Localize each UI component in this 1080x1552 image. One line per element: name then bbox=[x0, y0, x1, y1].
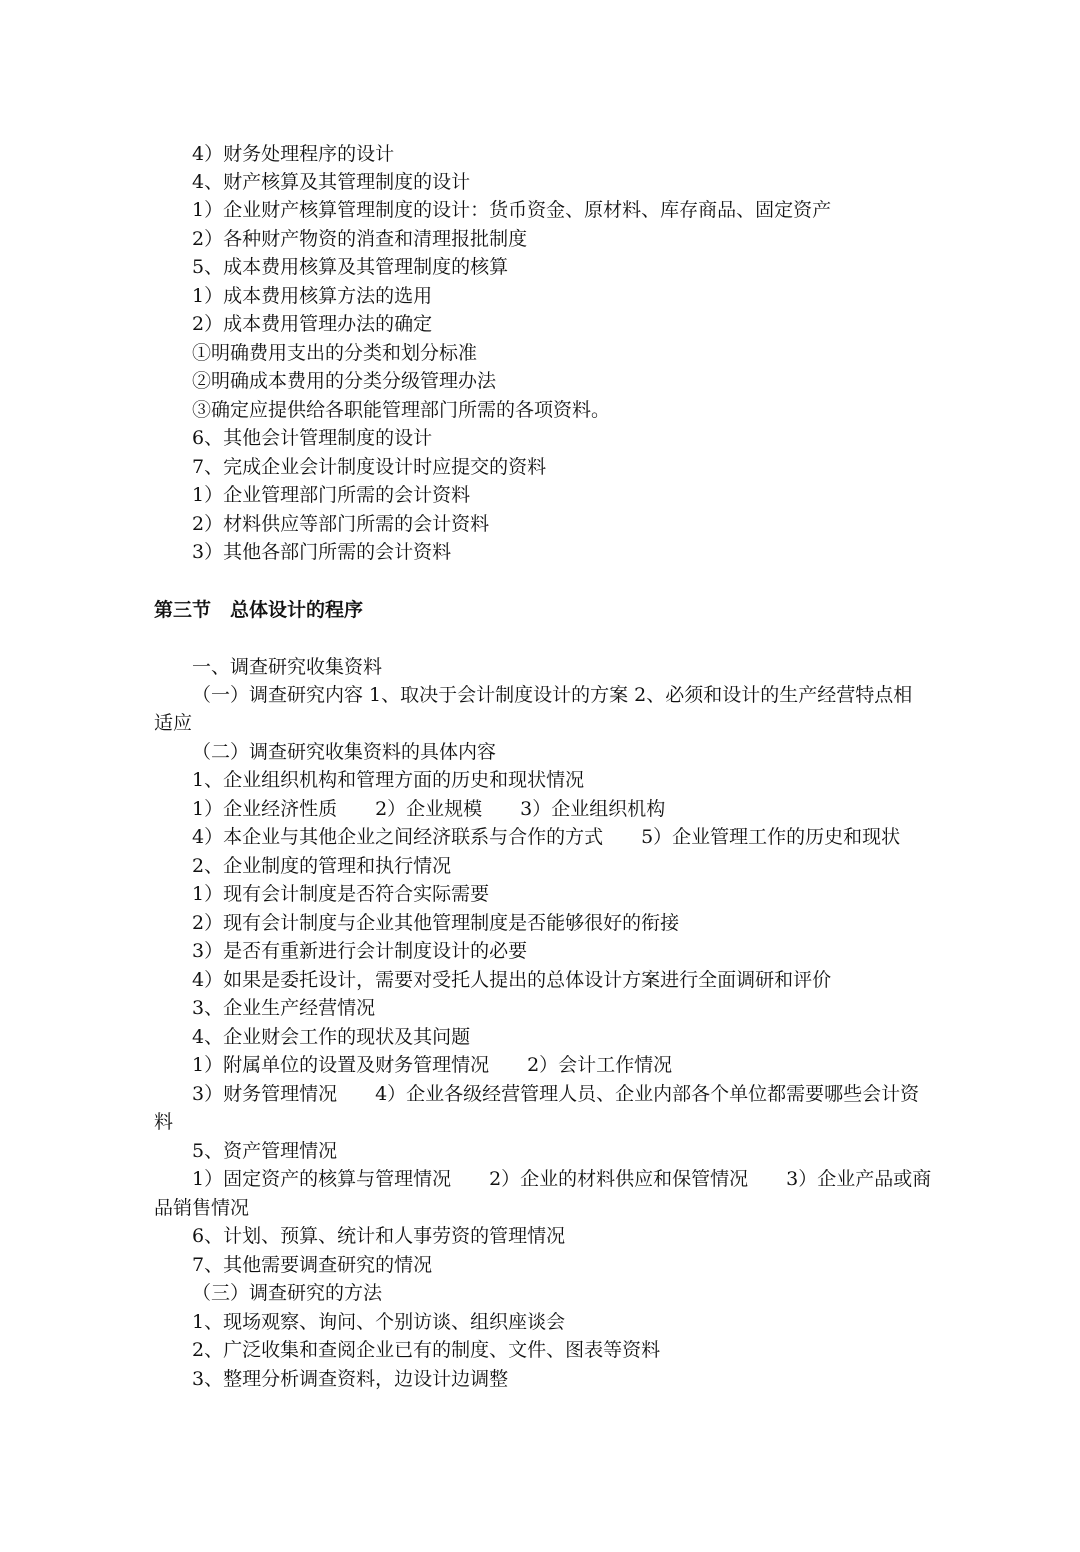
text-line: （三）调查研究的方法 bbox=[192, 1282, 383, 1304]
text-line: 料 bbox=[154, 1111, 174, 1133]
text-line: 3）其他各部门所需的会计资料 bbox=[192, 541, 452, 563]
text-line: 7、其他需要调查研究的情况 bbox=[192, 1254, 433, 1276]
text-line: 2）成本费用管理办法的确定 bbox=[192, 313, 433, 335]
text-line: 1）企业管理部门所需的会计资料 bbox=[192, 484, 471, 506]
text-line: 一、调查研究收集资料 bbox=[192, 656, 383, 678]
text-line: ③确定应提供给各职能管理部门所需的各项资料。 bbox=[192, 399, 611, 421]
text-line: 3）是否有重新进行会计制度设计的必要 bbox=[192, 940, 528, 962]
text-line: 6、其他会计管理制度的设计 bbox=[192, 427, 433, 449]
text-line: 3）财务管理情况 4）企业各级经营管理人员、企业内部各个单位都需要哪些会计资 bbox=[192, 1083, 920, 1105]
text-line: ①明确费用支出的分类和划分标准 bbox=[192, 342, 478, 364]
text-line: 6、计划、预算、统计和人事劳资的管理情况 bbox=[192, 1225, 566, 1247]
text-line: 4）本企业与其他企业之间经济联系与合作的方式 5）企业管理工作的历史和现状 bbox=[192, 826, 901, 848]
text-line: 2）各种财产物资的消查和清理报批制度 bbox=[192, 228, 528, 250]
text-line: 2）材料供应等部门所需的会计资料 bbox=[192, 513, 490, 535]
text-line: 2、广泛收集和查阅企业已有的制度、文件、图表等资料 bbox=[192, 1339, 661, 1361]
text-line: 3、整理分析调查资料，边设计边调整 bbox=[192, 1368, 509, 1390]
text-line: 1）现有会计制度是否符合实际需要 bbox=[192, 883, 490, 905]
text-line: 4、财产核算及其管理制度的设计 bbox=[192, 171, 471, 193]
text-line: （一）调查研究内容 1、取决于会计制度设计的方案 2、必须和设计的生产经营特点相 bbox=[192, 684, 913, 706]
text-line: 4、企业财会工作的现状及其问题 bbox=[192, 1026, 471, 1048]
section-heading: 第三节 总体设计的程序 bbox=[154, 599, 364, 621]
text-line: （二）调查研究收集资料的具体内容 bbox=[192, 741, 497, 763]
text-line: 适应 bbox=[154, 712, 193, 734]
text-line: 1、企业组织机构和管理方面的历史和现状情况 bbox=[192, 769, 585, 791]
text-line: 3、企业生产经营情况 bbox=[192, 997, 376, 1019]
text-line: 7、完成企业会计制度设计时应提交的资料 bbox=[192, 456, 547, 478]
text-line: ②明确成本费用的分类分级管理办法 bbox=[192, 370, 497, 392]
text-line: 2、企业制度的管理和执行情况 bbox=[192, 855, 452, 877]
text-line: 1）企业经济性质 2）企业规模 3）企业组织机构 bbox=[192, 798, 666, 820]
text-line: 5、成本费用核算及其管理制度的核算 bbox=[192, 256, 509, 278]
text-line: 4）如果是委托设计，需要对受托人提出的总体设计方案进行全面调研和评价 bbox=[192, 969, 832, 991]
text-line: 1）企业财产核算管理制度的设计：货币资金、原材料、库存商品、固定资产 bbox=[192, 199, 832, 221]
text-line: 1）附属单位的设置及财务管理情况 2）会计工作情况 bbox=[192, 1054, 673, 1076]
text-line: 5、资产管理情况 bbox=[192, 1140, 338, 1162]
text-line: 1）固定资产的核算与管理情况 2）企业的材料供应和保管情况 3）企业产品或商 bbox=[192, 1168, 932, 1190]
text-line: 1）成本费用核算方法的选用 bbox=[192, 285, 433, 307]
text-line: 品销售情况 bbox=[154, 1197, 250, 1219]
text-line: 1、现场观察、询问、个别访谈、组织座谈会 bbox=[192, 1311, 566, 1333]
text-line: 4）财务处理程序的设计 bbox=[192, 143, 395, 165]
text-line: 2）现有会计制度与企业其他管理制度是否能够很好的衔接 bbox=[192, 912, 680, 934]
